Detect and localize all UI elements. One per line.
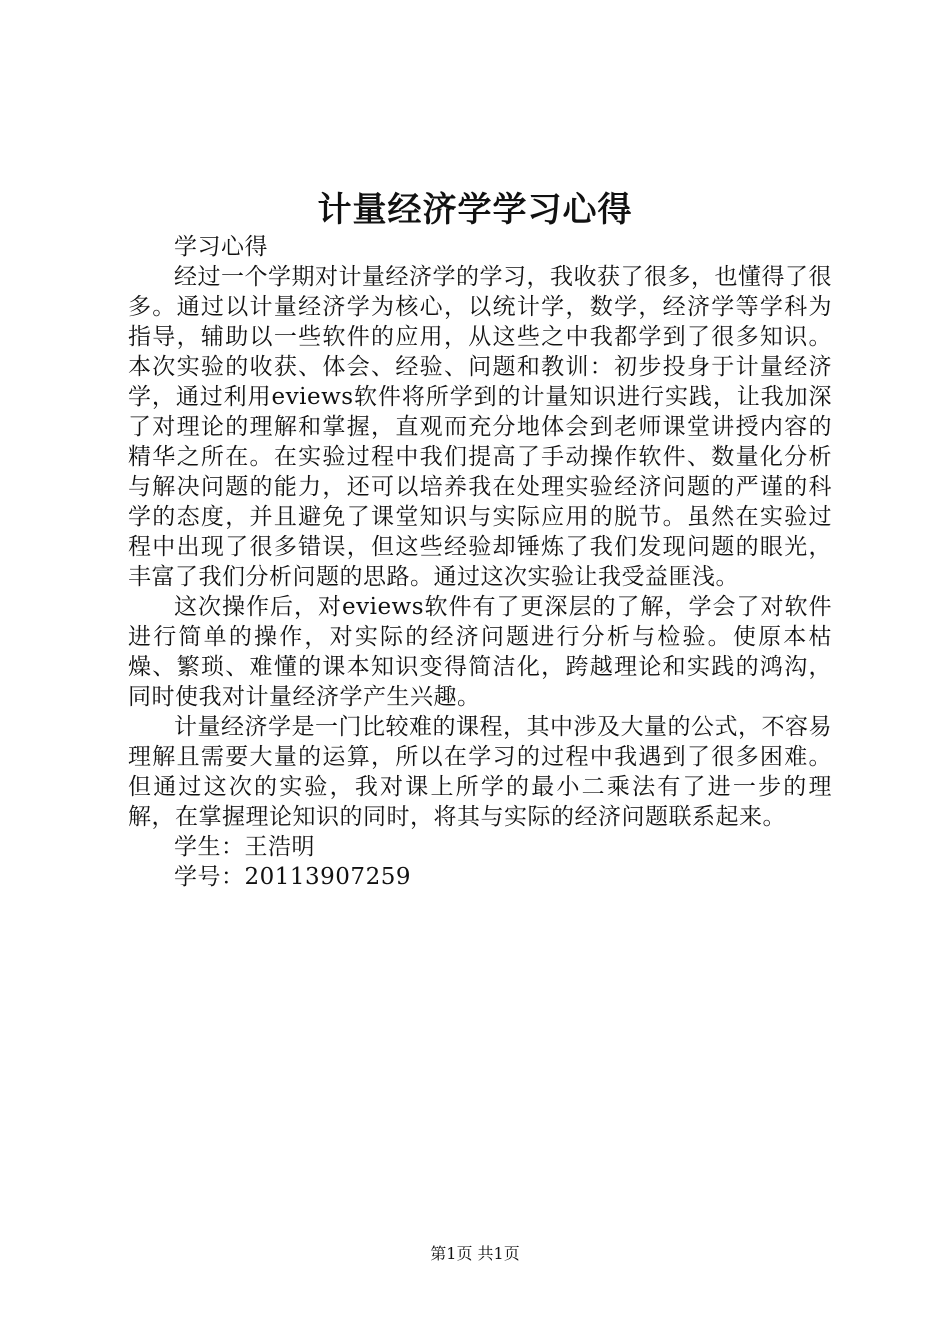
document-title: 计量经济学学习心得 <box>317 190 633 230</box>
student-id: 学号：20113907259 <box>174 864 411 890</box>
paragraph: 计量经济学是一门比较难的课程，其中涉及大量的公式，不容易理解且需要大量的运算，所以在学习的过程中我遇到了很多困难。但通过这次的实验，我对课上所学的最小二乘法有了进一步的理解，在掌握理论知识的同时，将其与实际的经济问题联系起来。 <box>128 714 832 830</box>
paragraph: 这次操作后，对eviews软件有了更深层的了解，学会了对软件进行简单的操作，对实际的经济问题进行分析与检验。使原本枯燥、繁琐、难懂的课本知识变得简洁化，跨越理论和实践的鸿沟，同时使我对计量经济学产生兴趣。 <box>128 594 832 710</box>
paragraph-heading: 学习心得 <box>174 234 268 260</box>
paragraph: 经过一个学期对计量经济学的学习，我收获了很多，也懂得了很多。通过以计量经济学为核心，以统计学，数学，经济学等学科为指导，辅助以一些软件的应用，从这些之中我都学到了很多知识。本次实验的收获、体会、经验、问题和教训：初步投身于计量经济学，通过利用eviews软件将所学到的计量知识进行实践，让我加深了对理论的理解和掌握，直观而充分地体会到老师课堂讲授内容的精华之所在。在实验过程中我们提高了手动操作软件、数量化分析与解决问题的能力，还可以培养我在处理实验经济问题的严谨的科学的态度，并且避免了课堂知识与实际应用的脱节。虽然在实验过程中出现了很多错误，但这些经验却锤炼了我们发现问题的眼光，丰富了我们分析问题的思路。通过这次实验让我受益匪浅。 <box>128 264 832 590</box>
student-name: 学生：王浩明 <box>174 834 315 860</box>
document-body <box>128 232 832 892</box>
page-number-footer: 第1页 共1页 <box>430 1244 520 1263</box>
